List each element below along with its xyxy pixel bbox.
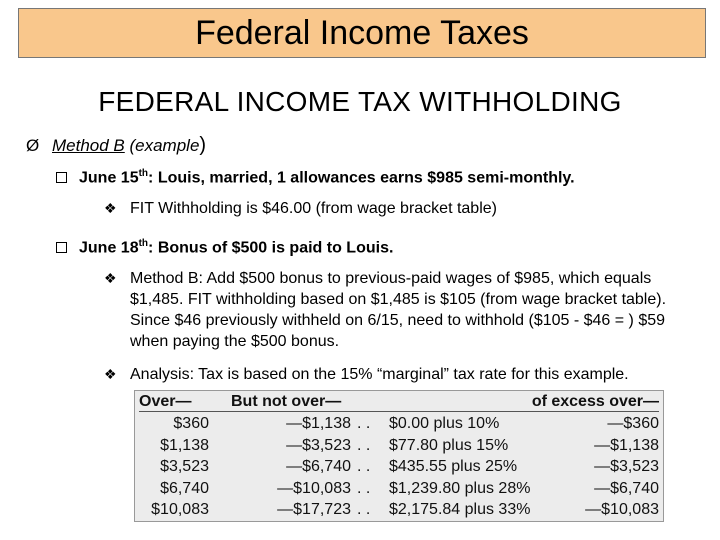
cell-amount: $1,239.80 plus 28% [389,479,531,497]
column-header-excess-over: of excess over— [531,393,659,410]
cell-amount: $0.00 plus 10% [389,415,500,432]
column-header-over: Over— [139,393,192,410]
table-row [135,458,663,480]
diamond-bullet-icon: ❖ [104,366,117,382]
method-suffix: (example [124,136,200,155]
cell-dots: . . [357,458,371,475]
cell-excess: —$1,138 [594,436,659,454]
item-date-suffix: th [138,238,149,249]
cell-over: $3,523 [160,458,209,475]
cell-but-not-over: —$17,723 [277,501,351,518]
sub-item [104,364,704,385]
cell-but-not-over: —$10,083 [277,479,351,497]
item-date: June 15 [79,169,139,187]
diamond-bullet-icon: ❖ [104,200,117,216]
method-paren: ) [199,134,207,156]
method-label: Method B [52,136,125,155]
item-text: : Bonus of $500 is paid to Louis. [148,239,394,257]
sub-item-text: FIT Withholding is $46.00 (from wage bracket table) [130,200,497,217]
cell-dots: . . [357,501,371,518]
item-date-suffix: th [138,168,149,179]
table-body [135,415,663,523]
list-item-june-18 [56,238,393,257]
cell-dots: . . [357,415,371,432]
table-row [135,501,663,523]
table-row [135,480,663,502]
cell-over: $360 [173,415,209,432]
title-bar [18,8,706,58]
diamond-bullet-icon: ❖ [104,270,117,286]
cell-amount: $435.55 plus 25% [389,458,518,475]
item-date: June 18 [79,239,139,257]
cell-but-not-over: —$1,138 [286,415,351,432]
cell-excess: —$6,740 [594,479,659,497]
cell-but-not-over: —$6,740 [286,458,351,475]
header-divider [139,411,659,412]
sub-item [104,268,704,352]
cell-excess: —$360 [607,415,659,432]
list-item-june-15 [56,168,575,187]
item-text: : Louis, married, 1 allowances earns $985 semi-monthly. [148,169,575,187]
square-bullet-icon [56,242,67,253]
cell-amount: $77.80 plus 15% [389,436,509,454]
cell-dots: . . [357,436,371,454]
cell-over: $6,740 [160,479,209,497]
cell-over: $10,083 [151,501,209,518]
column-header-but-not-over: But not over— [231,393,342,410]
arrow-bullet-icon: Ø [26,136,40,155]
cell-over: $1,138 [160,436,209,454]
sub-item [104,198,704,219]
table-row [135,415,663,437]
square-bullet-icon [56,172,67,183]
cell-amount: $2,175.84 plus 33% [389,501,531,518]
wage-bracket-table [134,390,664,522]
table-row [135,437,663,459]
page-title: Federal Income Taxes [195,13,529,52]
cell-dots: . . [357,479,371,497]
sub-item-text: Method B: Add $500 bonus to previous-paid wages of $985, which equals $1,485. FIT withholding based on $1,485 is $105 (from wage bracket table). Since $46 previously withheld on 6/15, need to withhold ($105 - $46 = ) $59 when paying the $500 bonus. [130,270,667,350]
cell-but-not-over: —$3,523 [286,436,351,454]
section-heading: FEDERAL INCOME TAX WITHHOLDING [98,86,622,117]
method-line [26,134,206,157]
sub-item-text: Analysis: Tax is based on the 15% “marginal” tax rate for this example. [130,366,629,383]
cell-excess: —$3,523 [594,458,659,475]
cell-excess: —$10,083 [585,501,659,518]
